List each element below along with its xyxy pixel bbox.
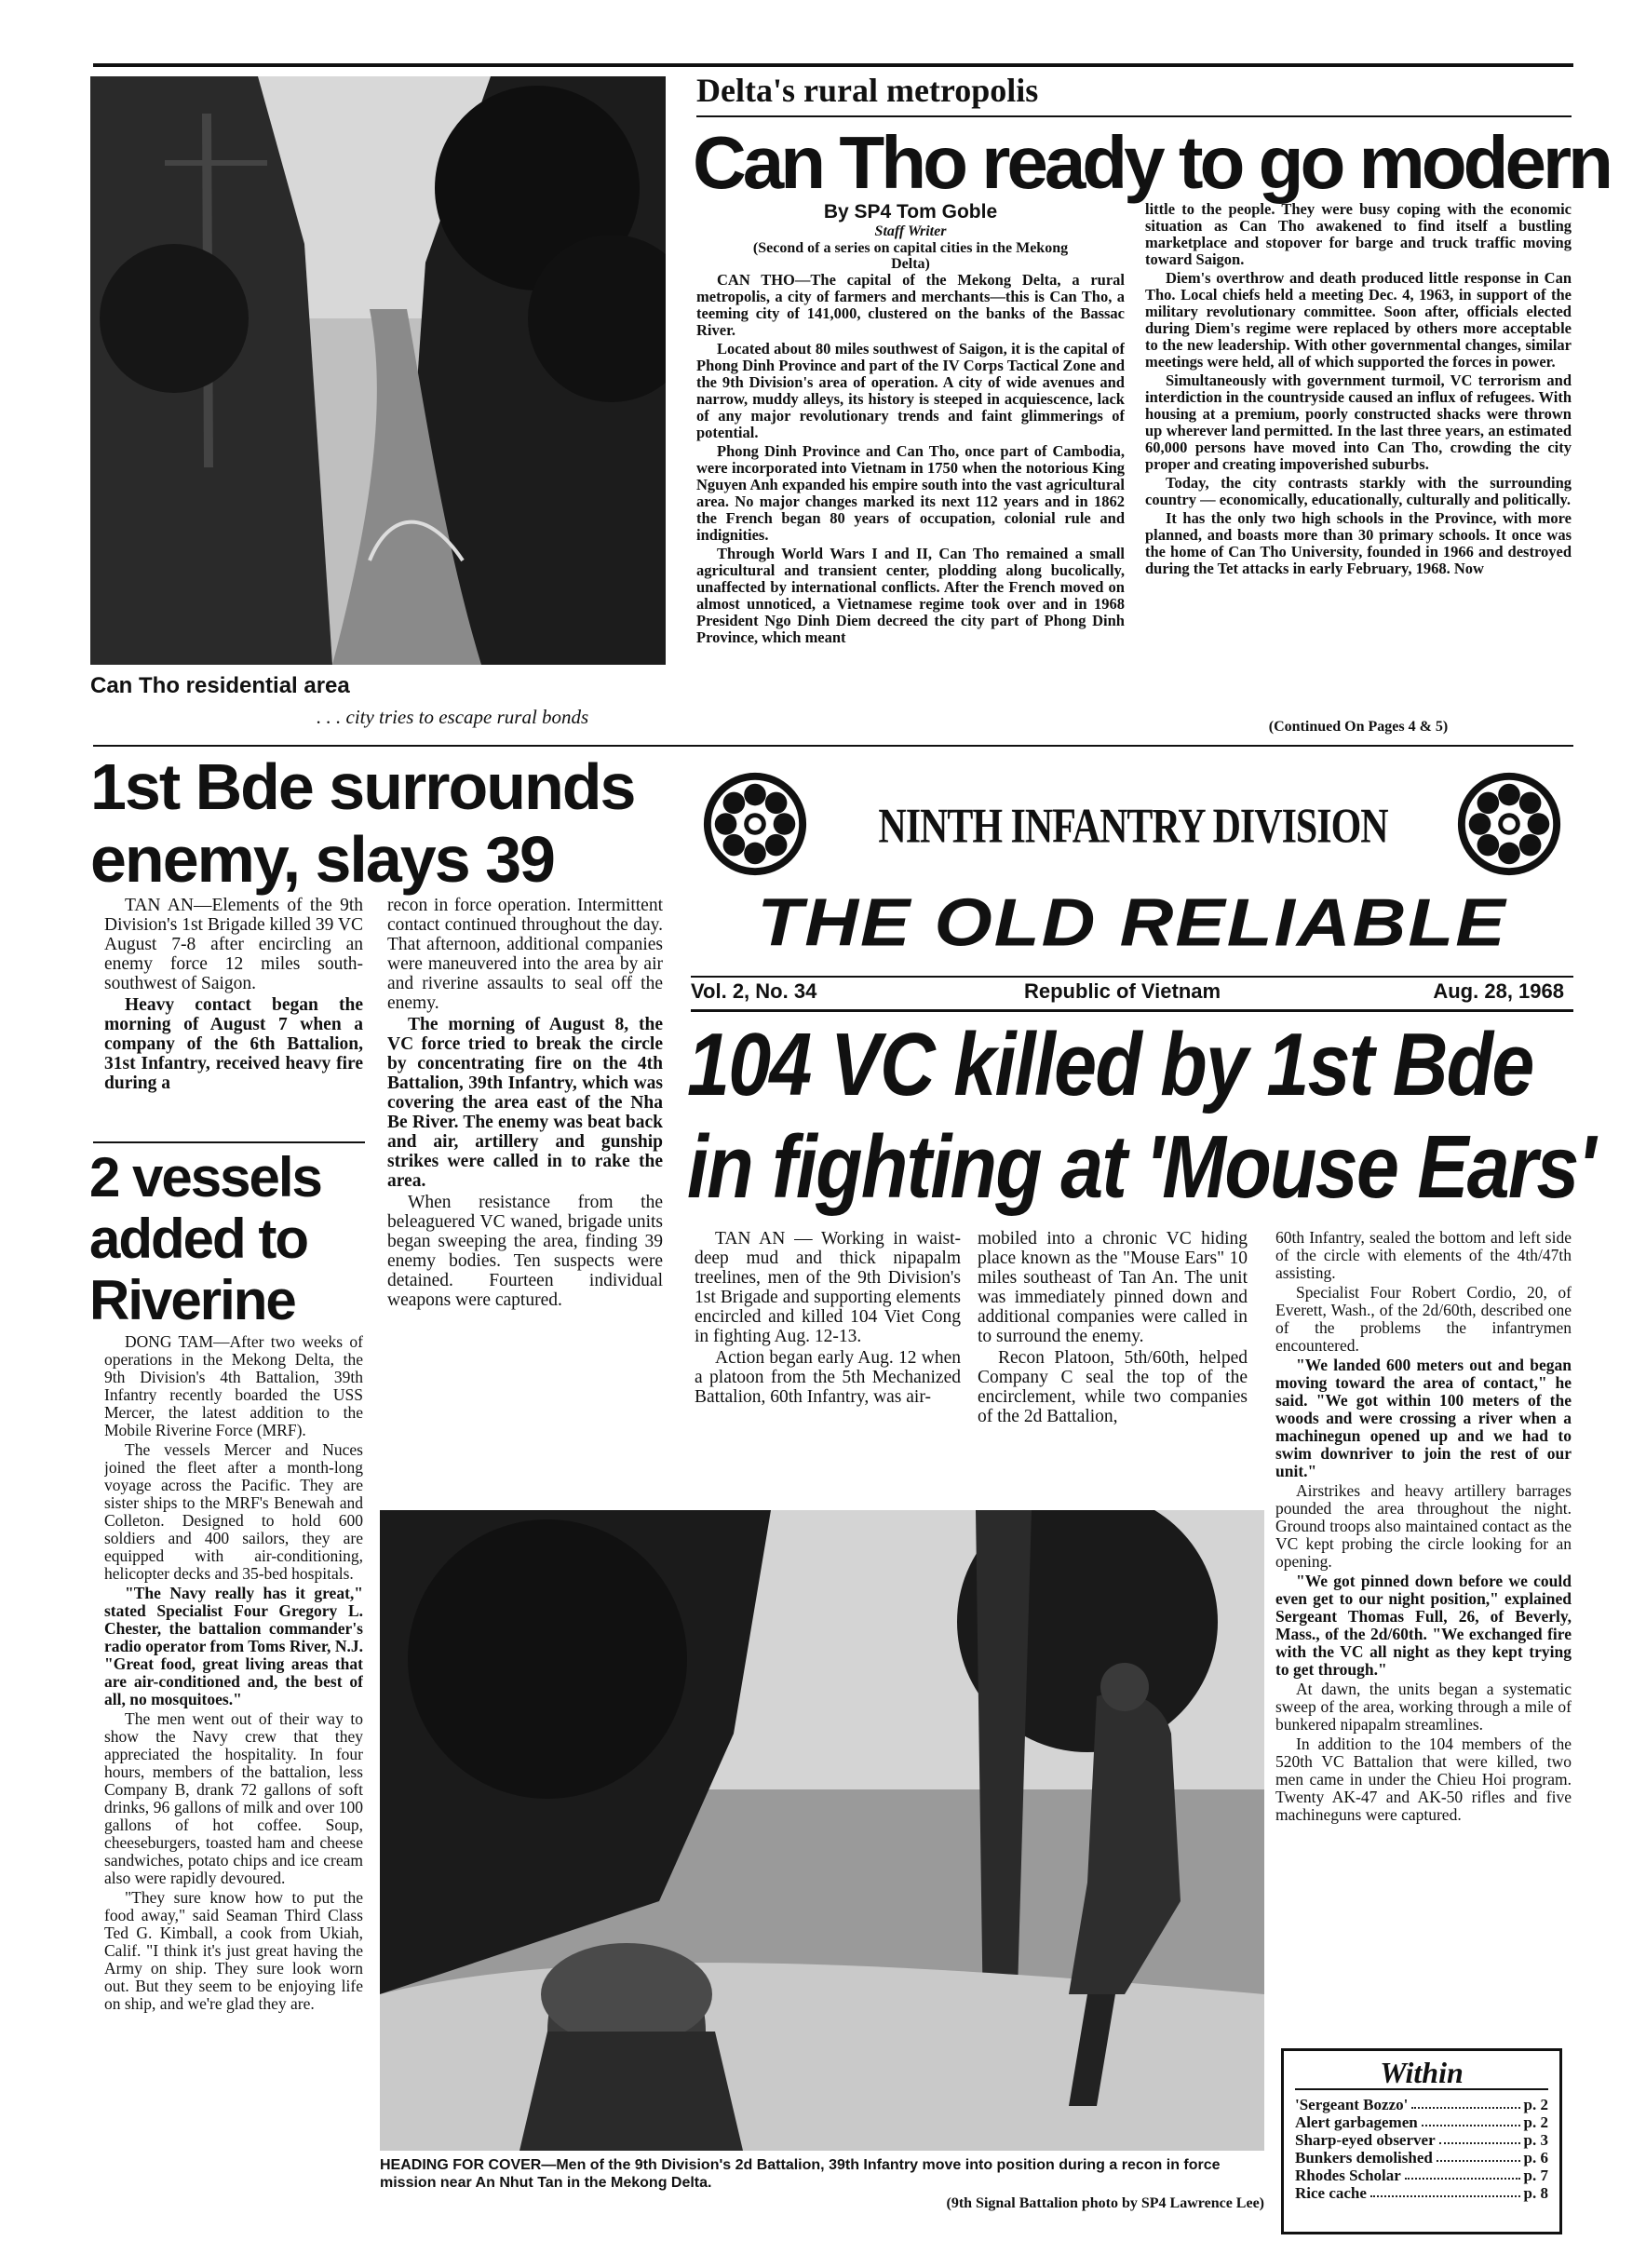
top-photo-caption: Can Tho residential area bbox=[90, 673, 350, 698]
paragraph: "They sure know how to put the food away," said Seaman Third Class Ted G. Kimball, a cook from Ukiah, Calif. "I think it's just great having the Army on ship. They sure look worn out. But they seem to be enjoying life on ship, and we're glad they are. bbox=[104, 1888, 363, 2013]
within-item-label: Bunkers demolished bbox=[1295, 2149, 1433, 2167]
main-headline-line1: 104 VC killed by 1st Bde bbox=[687, 1015, 1533, 1114]
bde-col1 bbox=[104, 896, 363, 1138]
place: Republic of Vietnam bbox=[1024, 979, 1221, 1003]
top-story-byline-block bbox=[696, 201, 1125, 272]
within-item[interactable] bbox=[1295, 2167, 1548, 2184]
top-story-col1 bbox=[696, 272, 1125, 734]
within-item-page: p. 6 bbox=[1523, 2149, 1548, 2167]
paragraph: TAN AN — Working in waist-deep mud and thick nipapalm treelines, men of the 9th Division's 1st Brigade and supporting elements encircled and killed 104 Viet Cong in fighting Aug. 12-13. bbox=[695, 1229, 961, 1346]
bde-headline: 1st Bde surrounds enemy, slays 39 bbox=[90, 750, 635, 896]
division-name: NINTH INFANTRY DIVISION bbox=[878, 800, 1388, 854]
issue-date: Aug. 28, 1968 bbox=[1433, 979, 1564, 1003]
paragraph: "The Navy really has it great," stated Specialist Four Gregory L. Chester, the battalion commander's radio operator from Toms River, N.J. "Great food, great living areas that are air-conditioned and, the best of all, no mosquitoes." bbox=[104, 1584, 363, 1708]
leader-dots bbox=[1439, 2131, 1520, 2144]
vessels-headline: 2 vessels added to Riverine bbox=[89, 1146, 321, 1331]
main-col2 bbox=[978, 1229, 1248, 1508]
paper-title: THE OLD RELIABLE bbox=[757, 884, 1507, 960]
paragraph: The men went out of their way to show the Navy crew that they appreciated the hospitality. In four hours, members of the battalion, less Company B, drank 72 gallons of soft drinks, 96 gallons of milk and over 100 gallons of hot coffee. Soup, cheeseburgers, toasted ham and cheese sandwiches, potato chips and ice cream also were rapidly devoured. bbox=[104, 1709, 363, 1887]
paragraph: Located about 80 miles southwest of Saigon, it is the capital of Phong Dinh Province and part of the IV Corps Tactical Zone and the 9th Division's area of operation. A city of wide avenues and narrow, muddy alleys, its history is steeped in acquiescence, lack of any major revolutionary trends and faint glimmerings of potential. bbox=[696, 340, 1125, 441]
leader-dots bbox=[1437, 2149, 1520, 2162]
paragraph: Specialist Four Robert Cordio, 20, of Everett, Wash., of the 2d/60th, described one of the problems the infantrymen encountered. bbox=[1275, 1283, 1572, 1355]
paragraph: little to the people. They were busy coping with the economic situation as Can Tho awakened to find itself a bustling marketplace and stopover for barge and truck traffic moving toward Saigon. bbox=[1145, 201, 1572, 268]
paragraph: CAN THO—The capital of the Mekong Delta, a rural metropolis, a city of farmers and merchants—this is Can Tho, a teeming city of 141,000, clustered on the banks of the Bassac River. bbox=[696, 272, 1125, 339]
mid-rule bbox=[93, 745, 1573, 747]
paragraph: At dawn, the units began a systematic sweep of the area, working through a mile of bunkered nipapalm streamlines. bbox=[1275, 1680, 1572, 1734]
paragraph: It has the only two high schools in the Province, with more planned, and boasts more than 30 primary schools. It once was the home of Can Tho University, founded in 1966 and destroyed during the Tet attacks in early February, 1968. Now bbox=[1145, 509, 1572, 577]
paragraph: TAN AN—Elements of the 9th Division's 1st Brigade killed 39 VC August 7-8 after encircling an enemy force 12 miles south-southwest of Saigon. bbox=[104, 896, 363, 993]
byline: By SP4 Tom Goble bbox=[823, 201, 998, 223]
within-box bbox=[1281, 2048, 1562, 2234]
bottom-photo-credit: (9th Signal Battalion photo by SP4 Lawrence Lee) bbox=[946, 2195, 1264, 2211]
series-note: (Second of a series on capital cities in the Mekong Delta) bbox=[752, 240, 1069, 272]
paragraph: When resistance from the beleaguered VC waned, brigade units began sweeping the area, finding 39 enemy bodies. Ten suspects were detained. Fourteen individual weapons were captured. bbox=[387, 1193, 663, 1310]
paragraph: Simultaneously with government turmoil, VC terrorism and interdiction in the countryside caused an influx of refugees. With housing at a premium, poorly constructed shacks were thrown up wherever land permitted. In the last three years, an estimated 60,000 persons have moved into Can Tho, crowding the city proper and creating impoverished suburbs. bbox=[1145, 371, 1572, 473]
paragraph: DONG TAM—After two weeks of operations in the Mekong Delta, the 9th Division's 4th Battalion, 39th Infantry recently boarded the USS Mercer, the latest addition to the Mobile Riverine Force (MRF). bbox=[104, 1333, 363, 1439]
paragraph: The vessels Mercer and Nuces joined the fleet after a month-long voyage across the Pacific. They are sister ships to the MRF's Benewah and Colleton. Designed to hold 600 soldiers and 400 sailors, they are equipped with air-conditioning, helicopter decks and 35-bed hospitals. bbox=[104, 1440, 363, 1583]
masthead-rule-bottom bbox=[691, 1009, 1573, 1012]
kicker-underline bbox=[696, 115, 1572, 117]
paragraph: Action began early Aug. 12 when a platoon from the 5th Mechanized Battalion, 60th Infantry, was air- bbox=[695, 1348, 961, 1407]
within-item[interactable] bbox=[1295, 2113, 1548, 2131]
within-item-page: p. 3 bbox=[1523, 2131, 1548, 2149]
within-item-label: Alert garbagemen bbox=[1295, 2113, 1418, 2131]
vessels-body bbox=[104, 1333, 363, 2246]
paragraph: Airstrikes and heavy artillery barrages pounded the area throughout the night. Ground troops also maintained contact as the VC kept probing the circle looking for an opening. bbox=[1275, 1481, 1572, 1571]
byline-role: Staff Writer bbox=[874, 223, 947, 239]
division-insignia-right-icon bbox=[1454, 769, 1564, 879]
paragraph: Phong Dinh Province and Can Tho, once part of Cambodia, were incorporated into Vietnam in 1750 when the notorious King Nguyen Anh expanded his empire south into the vast agricultural area. No major changes marked its next 112 years and in 1862 the French began 80 years of occupation, colonial rule and indignities. bbox=[696, 442, 1125, 544]
leader-dots bbox=[1405, 2167, 1520, 2180]
within-item-label: Sharp-eyed observer bbox=[1295, 2131, 1436, 2149]
within-item[interactable] bbox=[1295, 2131, 1548, 2149]
continued-note: (Continued On Pages 4 & 5) bbox=[1268, 719, 1449, 735]
within-item-label: Rhodes Scholar bbox=[1295, 2167, 1401, 2184]
paragraph: Today, the city contrasts starkly with the surrounding country — economically, educationally, culturally and politically. bbox=[1145, 474, 1572, 508]
paragraph: recon in force operation. Intermittent contact continued throughout the day. That afternoon, additional companies were maneuvered into the area by air and riverine assaults to seal off the enemy. bbox=[387, 896, 663, 1013]
within-title: Within bbox=[1295, 2057, 1548, 2090]
paragraph: The morning of August 8, the VC force tried to break the circle by concentrating fire on the 4th Battalion, 39th Infantry, which was covering the area east of the Nha Be River. The enemy was beat back and air, artillery and gunship strikes were called in to rake the area. bbox=[387, 1015, 663, 1191]
paragraph: In addition to the 104 members of the 520th VC Battalion that were killed, two men came in under the Chieu Hoi program. Twenty AK-47 and AK-50 rifles and five machineguns were captured. bbox=[1275, 1735, 1572, 1824]
top-story-col2 bbox=[1145, 201, 1572, 713]
main-col3 bbox=[1275, 1229, 1572, 2048]
paragraph: mobiled into a chronic VC hiding place known as the "Mouse Ears" 10 miles southeast of Tan An. The unit was immediately pinned down and additional companies were called in to surround the enemy. bbox=[978, 1229, 1248, 1346]
leader-dots bbox=[1370, 2184, 1520, 2197]
main-headline-line2: in fighting at 'Mouse Ears' bbox=[687, 1117, 1595, 1217]
within-item-page: p. 7 bbox=[1523, 2167, 1548, 2184]
within-item-label: 'Sergeant Bozzo' bbox=[1295, 2096, 1409, 2113]
top-rule bbox=[93, 63, 1573, 67]
within-item-label: Rice cache bbox=[1295, 2184, 1367, 2202]
can-tho-photo bbox=[90, 76, 666, 665]
within-item[interactable] bbox=[1295, 2096, 1548, 2113]
within-item[interactable] bbox=[1295, 2184, 1548, 2202]
top-photo-subcaption: . . . city tries to escape rural bonds bbox=[317, 706, 589, 728]
paragraph: Diem's overthrow and death produced little response in Can Tho. Local chiefs held a meeting Dec. 4, 1963, in support of the military revolutionary committee. Soon after, officials elected during Diem's regime were replaced by others more acceptable to the new leadership. With other governmental changes, similar meetings were held, all of which supported the forces in power. bbox=[1145, 269, 1572, 371]
masthead-info bbox=[691, 979, 1573, 1007]
paragraph: "We landed 600 meters out and began moving toward the area of contact," he said. "We got within 100 meters of the woods and were crossing a river when a machinegun opened up and we had to swim downriver to join the rest of our unit." bbox=[1275, 1356, 1572, 1480]
paragraph: Through World Wars I and II, Can Tho remained a small agricultural and transient center, plodding along bucolically, unaffected by international conflicts. After the French moved on almost unnoticed, a Vietnamese regime took over and in 1968 President Ngo Dinh Diem decreed the city part of Phong Dinh Province, which meant bbox=[696, 545, 1125, 646]
heading-for-cover-photo bbox=[380, 1510, 1264, 2151]
paragraph: 60th Infantry, sealed the bottom and left side of the circle with elements of the 4th/47th assisting. bbox=[1275, 1229, 1572, 1282]
within-item-page: p. 8 bbox=[1523, 2184, 1548, 2202]
within-item-page: p. 2 bbox=[1523, 2113, 1548, 2131]
leader-dots bbox=[1411, 2096, 1519, 2109]
bde-col2 bbox=[387, 896, 663, 1490]
masthead-rule-top bbox=[691, 976, 1573, 978]
volume: Vol. 2, No. 34 bbox=[691, 979, 817, 1003]
bottom-photo-caption: HEADING FOR COVER—Men of the 9th Division's 2d Battalion, 39th Infantry move into position during a recon in force mission near An Nhut Tan in the Mekong Delta. bbox=[380, 2157, 1221, 2191]
paragraph: Heavy contact began the morning of August 7 when a company of the 6th Battalion, 31st Infantry, received heavy fire during a bbox=[104, 995, 363, 1093]
vessels-top-rule bbox=[93, 1141, 365, 1143]
paragraph: Recon Platoon, 5th/60th, helped Company C seal the top of the encirclement, while two companies of the 2d Battalion, bbox=[978, 1348, 1248, 1426]
within-item[interactable] bbox=[1295, 2149, 1548, 2167]
division-insignia-left-icon bbox=[700, 769, 810, 879]
top-story-headline: Can Tho ready to go modern bbox=[693, 121, 1610, 204]
masthead bbox=[691, 769, 1573, 992]
within-item-page: p. 2 bbox=[1523, 2096, 1548, 2113]
main-col1 bbox=[695, 1229, 961, 1508]
paragraph: "We got pinned down before we could even get to our night position," explained Sergeant Thomas Full, 26, of Beverly, Mass., of the 2d/60th. "We exchanged fire with the VC all night as they kept trying to get through." bbox=[1275, 1572, 1572, 1679]
top-story-kicker: Delta's rural metropolis bbox=[696, 72, 1039, 109]
leader-dots bbox=[1422, 2113, 1520, 2126]
